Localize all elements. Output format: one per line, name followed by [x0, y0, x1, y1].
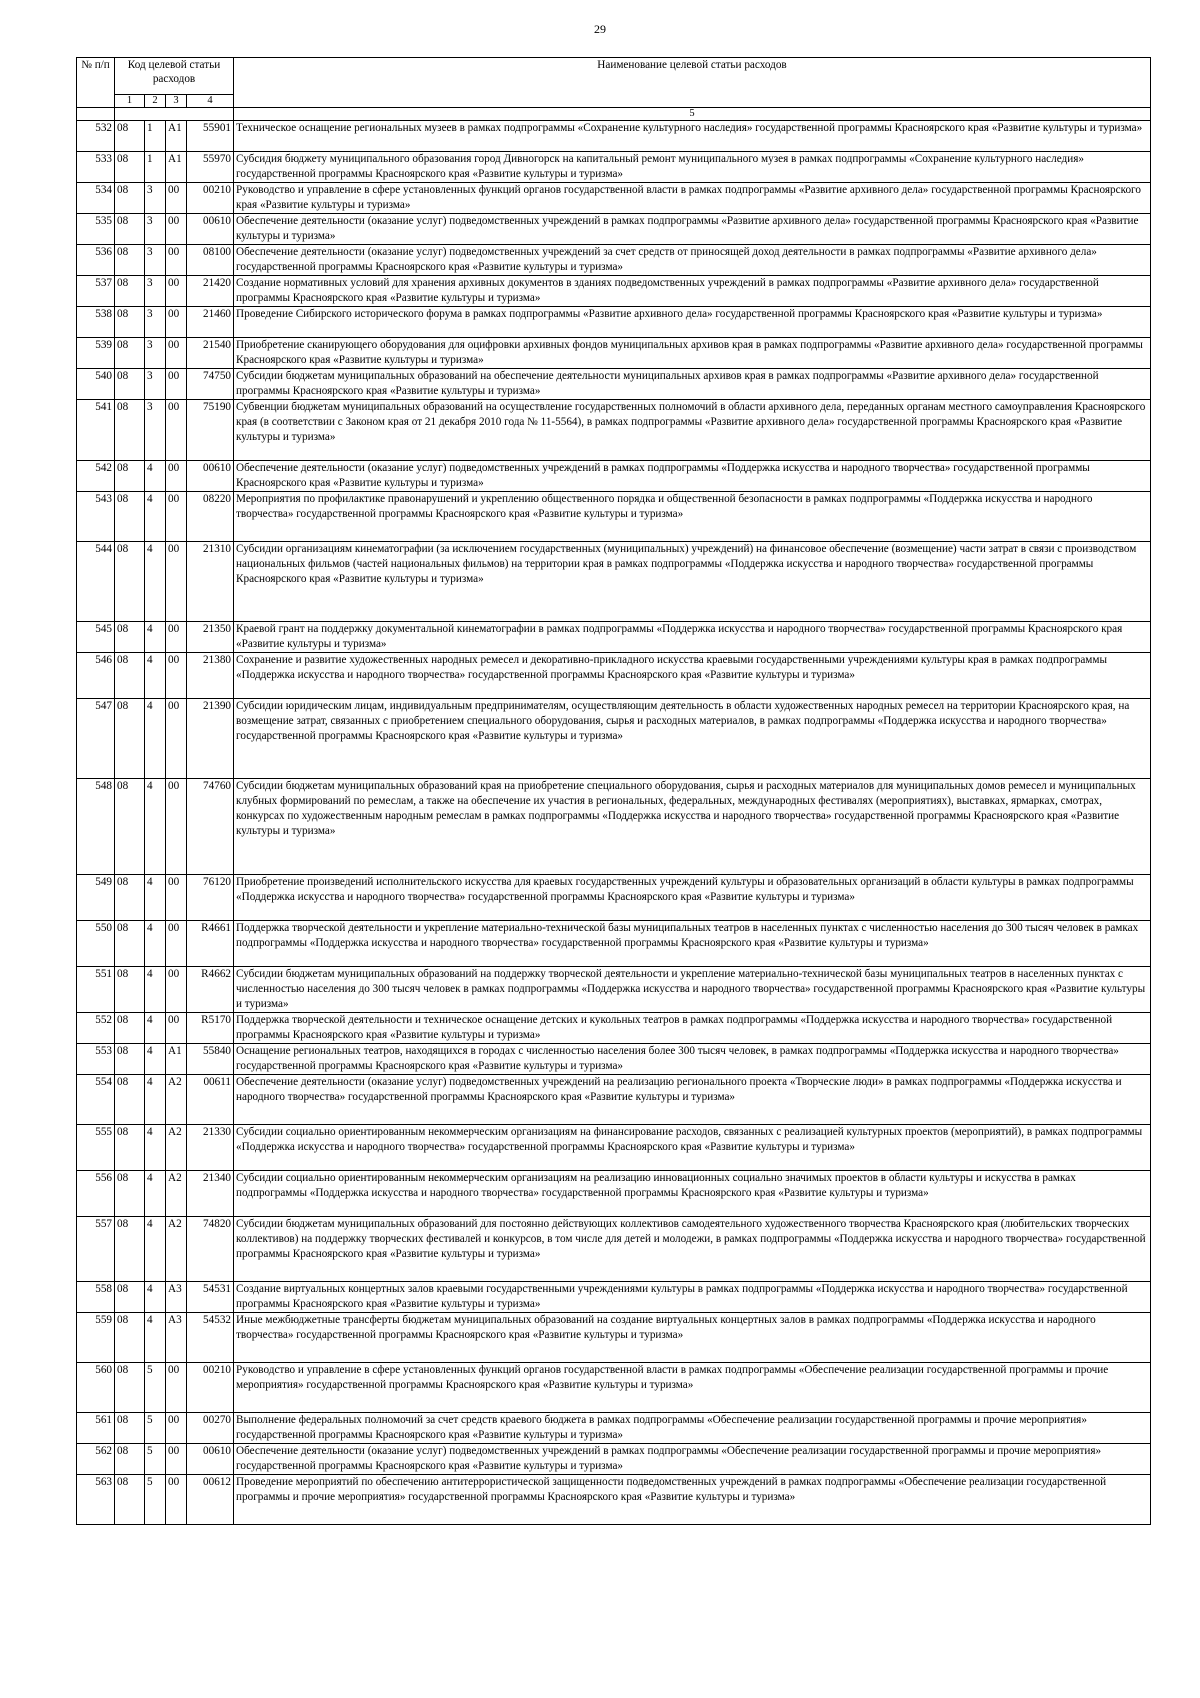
table-row — [77, 1125, 1151, 1171]
expense-name: Руководство и управление в сфере установленных функций органов государственной власти в рамках подпрограммы «Обеспечение реализации государственной программы и прочие мероприятия» государственной программы Красноярского края «Развитие культуры и туризма» — [234, 1363, 1151, 1413]
code-subprogram: 5 — [145, 1363, 166, 1413]
row-number: 539 — [77, 338, 115, 369]
expense-name: Поддержка творческой деятельности и укрепление материально-технической базы муниципальных театров в населенных пунктах с численностью населения до 300 тысяч человек в рамках подпрограммы «Поддержка искусства и народного творчества» государственной программы Красноярского края «Развитие культуры и туризма» — [234, 921, 1151, 967]
table-row — [77, 1413, 1151, 1444]
row-number: 557 — [77, 1217, 115, 1282]
code-section: 08 — [115, 307, 145, 338]
header-num: № п/п — [77, 58, 115, 108]
code-section: 08 — [115, 121, 145, 152]
table-row — [77, 1313, 1151, 1363]
code-direction: 00210 — [187, 183, 234, 214]
expense-name: Субсидии бюджетам муниципальных образований на обеспечение деятельности муниципальных архивов края в рамках подпрограммы «Развитие архивного дела» государственной программы Красноярского края «Развитие культуры и туризма» — [234, 369, 1151, 400]
code-subprogram: 3 — [145, 369, 166, 400]
expense-name: Техническое оснащение региональных музеев в рамках подпрограммы «Сохранение культурного наследия» государственной программы Красноярского края «Развитие культуры и туризма» — [234, 121, 1151, 152]
index-row — [77, 108, 1151, 121]
code-subprogram: 3 — [145, 214, 166, 245]
code-direction: 55840 — [187, 1044, 234, 1075]
table-row — [77, 653, 1151, 699]
code-subprogram: 3 — [145, 276, 166, 307]
expense-name: Создание нормативных условий для хранения архивных документов в зданиях подведомственных учреждений в рамках подпрограммы «Развитие архивного дела» государственной программы Красноярского края «Развитие культуры и туризма» — [234, 276, 1151, 307]
code-subprogram: 4 — [145, 1013, 166, 1044]
expense-name: Субсидии организациям кинематографии (за исключением государственных (муниципальных) учреждений) на финансовое обеспечение (возмещение) части затрат в связи с производством национальных фильмов (частей национальных фильмов) на территории края в рамках подпрограммы «Поддержка искусства и народного творчества» государственной программы Красноярского края «Развитие культуры и туризма» — [234, 542, 1151, 622]
row-number: 558 — [77, 1282, 115, 1313]
expense-name: Обеспечение деятельности (оказание услуг) подведомственных учреждений на реализацию регионального проекта «Творческие люди» в рамках подпрограммы «Поддержка искусства и народного творчества» государственной программы Красноярского края «Развитие культуры и туризма» — [234, 1075, 1151, 1125]
row-number: 547 — [77, 699, 115, 779]
code-section: 08 — [115, 152, 145, 183]
expense-name: Оснащение региональных театров, находящихся в городах с численностью населения более 300 тысяч человек, в рамках подпрограммы «Поддержка искусства и народного творчества» государственной программы Красноярского края «Развитие культуры и туризма» — [234, 1044, 1151, 1075]
table-row — [77, 699, 1151, 779]
code-direction: 54532 — [187, 1313, 234, 1363]
expense-name: Создание виртуальных концертных залов краевыми государственными учреждениями культуры в рамках подпрограммы «Поддержка искусства и народного творчества» государственной программы Красноярского края «Развитие культуры и туризма» — [234, 1282, 1151, 1313]
code-project: 00 — [166, 245, 187, 276]
table-row — [77, 1282, 1151, 1313]
code-project: 00 — [166, 307, 187, 338]
code-direction: 00612 — [187, 1475, 234, 1525]
code-project: 00 — [166, 276, 187, 307]
code-subprogram: 3 — [145, 338, 166, 369]
code-project: A1 — [166, 1044, 187, 1075]
row-number: 543 — [77, 492, 115, 542]
code-section: 08 — [115, 245, 145, 276]
expense-name: Проведение мероприятий по обеспечению антитеррористической защищенности подведомственных учреждений в рамках подпрограммы «Обеспечение реализации государственной программы и прочие мероприятия» государственной программы Красноярского края «Развитие культуры и туризма» — [234, 1475, 1151, 1525]
row-number: 550 — [77, 921, 115, 967]
expense-name: Субвенции бюджетам муниципальных образований на осуществление государственных полномочий в области архивного дела, переданных органам местного самоуправления Красноярского края (в соответствии с Законом края от 21 декабря 2010 года № 11-5564), в рамках подпрограммы «Развитие архивного дела» государственной программы Красноярского края «Развитие культуры и туризма» — [234, 400, 1151, 461]
row-number: 548 — [77, 779, 115, 875]
code-project: A2 — [166, 1217, 187, 1282]
code-subprogram: 3 — [145, 183, 166, 214]
code-subprogram: 4 — [145, 1313, 166, 1363]
code-subprogram: 4 — [145, 1075, 166, 1125]
expense-name: Обеспечение деятельности (оказание услуг) подведомственных учреждений в рамках подпрограммы «Развитие архивного дела» государственной программы Красноярского края «Развитие культуры и туризма» — [234, 214, 1151, 245]
table-header — [77, 58, 1151, 121]
code-section: 08 — [115, 1125, 145, 1171]
row-number: 553 — [77, 1044, 115, 1075]
code-direction: 21340 — [187, 1171, 234, 1217]
code-direction: 54531 — [187, 1282, 234, 1313]
code-section: 08 — [115, 542, 145, 622]
header-index-3: 3 — [166, 95, 187, 108]
page-number: 29 — [594, 22, 606, 36]
code-section: 08 — [115, 1444, 145, 1475]
code-direction: 00610 — [187, 461, 234, 492]
row-number: 555 — [77, 1125, 115, 1171]
code-direction: 00610 — [187, 1444, 234, 1475]
code-direction: 76120 — [187, 875, 234, 921]
row-number: 559 — [77, 1313, 115, 1363]
table-row — [77, 1217, 1151, 1282]
expense-name: Субсидия бюджету муниципального образования город Дивногорск на капитальный ремонт муниципального музея в рамках подпрограммы «Сохранение культурного наследия» государственной программы Красноярского края «Развитие культуры и туризма» — [234, 152, 1151, 183]
code-section: 08 — [115, 921, 145, 967]
code-direction: 00210 — [187, 1363, 234, 1413]
code-direction: 21330 — [187, 1125, 234, 1171]
table-row — [77, 214, 1151, 245]
code-direction: R4662 — [187, 967, 234, 1013]
table-row — [77, 779, 1151, 875]
code-subprogram: 3 — [145, 400, 166, 461]
code-section: 08 — [115, 1282, 145, 1313]
code-section: 08 — [115, 1044, 145, 1075]
code-project: A3 — [166, 1282, 187, 1313]
code-subprogram: 1 — [145, 121, 166, 152]
code-subprogram: 3 — [145, 245, 166, 276]
code-section: 08 — [115, 400, 145, 461]
code-direction: 75190 — [187, 400, 234, 461]
code-section: 08 — [115, 653, 145, 699]
table-row — [77, 276, 1151, 307]
table-body — [77, 121, 1151, 1525]
row-number: 533 — [77, 152, 115, 183]
table-row — [77, 1171, 1151, 1217]
code-subprogram: 4 — [145, 779, 166, 875]
code-section: 08 — [115, 338, 145, 369]
row-number: 544 — [77, 542, 115, 622]
code-direction: 55970 — [187, 152, 234, 183]
code-section: 08 — [115, 1013, 145, 1044]
row-number: 554 — [77, 1075, 115, 1125]
expense-name: Иные межбюджетные трансферты бюджетам муниципальных образований на создание виртуальных концертных залов в рамках подпрограммы «Поддержка искусства и народного творчества» государственной программы Красноярского края «Развитие культуры и туризма» — [234, 1313, 1151, 1363]
table-row — [77, 1013, 1151, 1044]
row-number: 536 — [77, 245, 115, 276]
code-project: 00 — [166, 1363, 187, 1413]
expense-name: Субсидии бюджетам муниципальных образований края на приобретение специального оборудования, сырья и расходных материалов для муниципальных домов ремесел и муниципальных клубных формирований по ремеслам, а также на обеспечение их участия в региональных, федеральных, международных фестивалях (мероприятиях), выставках, ярмарках, смотрах, конкурсах по художественным народным ремеслам в рамках подпрограммы «Поддержка искусства и народного творчества» государственной программы Красноярского края «Развитие культуры и туризма» — [234, 779, 1151, 875]
code-section: 08 — [115, 1217, 145, 1282]
code-subprogram: 4 — [145, 461, 166, 492]
row-number: 551 — [77, 967, 115, 1013]
code-project: A2 — [166, 1125, 187, 1171]
code-direction: 08220 — [187, 492, 234, 542]
code-project: A1 — [166, 152, 187, 183]
code-project: A2 — [166, 1171, 187, 1217]
code-subprogram: 3 — [145, 307, 166, 338]
code-section: 08 — [115, 276, 145, 307]
expense-name: Мероприятия по профилактике правонарушений и укреплению общественного порядка и общественной безопасности в рамках подпрограммы «Поддержка искусства и народного творчества» государственной программы Красноярского края «Развитие культуры и туризма» — [234, 492, 1151, 542]
row-number: 549 — [77, 875, 115, 921]
code-subprogram: 5 — [145, 1444, 166, 1475]
code-project: 00 — [166, 1475, 187, 1525]
code-project: 00 — [166, 214, 187, 245]
row-number: 538 — [77, 307, 115, 338]
code-subprogram: 1 — [145, 152, 166, 183]
expense-name: Субсидии бюджетам муниципальных образований на поддержку творческой деятельности и укрепление материально-технической базы муниципальных театров в населенных пунктах с численностью населения до 300 тысяч человек в рамках подпрограммы «Поддержка искусства и народного творчества» государственной программы Красноярского края «Развитие культуры и туризма» — [234, 967, 1151, 1013]
header-code: Код целевой статьи расходов — [115, 58, 234, 95]
code-direction: 00270 — [187, 1413, 234, 1444]
table-row — [77, 338, 1151, 369]
code-subprogram: 4 — [145, 699, 166, 779]
code-project: 00 — [166, 338, 187, 369]
table-row — [77, 1444, 1151, 1475]
code-direction: 21420 — [187, 276, 234, 307]
expense-name: Обеспечение деятельности (оказание услуг) подведомственных учреждений в рамках подпрограммы «Обеспечение реализации государственной программы и прочие мероприятия» государственной программы Красноярского края «Развитие культуры и туризма» — [234, 1444, 1151, 1475]
table-row — [77, 121, 1151, 152]
code-direction: 21350 — [187, 622, 234, 653]
code-section: 08 — [115, 1475, 145, 1525]
code-subprogram: 4 — [145, 1217, 166, 1282]
code-project: 00 — [166, 1413, 187, 1444]
table-row — [77, 1044, 1151, 1075]
row-number: 534 — [77, 183, 115, 214]
code-direction: 74750 — [187, 369, 234, 400]
code-section: 08 — [115, 1313, 145, 1363]
row-number: 541 — [77, 400, 115, 461]
table-row — [77, 492, 1151, 542]
table-row — [77, 921, 1151, 967]
table-row — [77, 1075, 1151, 1125]
code-subprogram: 4 — [145, 1044, 166, 1075]
code-subprogram: 4 — [145, 622, 166, 653]
code-direction: 00610 — [187, 214, 234, 245]
code-project: 00 — [166, 967, 187, 1013]
header-index-5: 5 — [234, 108, 1151, 121]
code-section: 08 — [115, 214, 145, 245]
code-project: A3 — [166, 1313, 187, 1363]
row-number: 561 — [77, 1413, 115, 1444]
code-project: 00 — [166, 699, 187, 779]
code-section: 08 — [115, 1171, 145, 1217]
row-number: 532 — [77, 121, 115, 152]
expense-name: Проведение Сибирского исторического форума в рамках подпрограммы «Развитие архивного дела» государственной программы Красноярского края «Развитие культуры и туризма» — [234, 307, 1151, 338]
row-number: 540 — [77, 369, 115, 400]
code-direction: 21390 — [187, 699, 234, 779]
table-row — [77, 369, 1151, 400]
code-section: 08 — [115, 183, 145, 214]
row-number: 556 — [77, 1171, 115, 1217]
expense-name: Руководство и управление в сфере установленных функций органов государственной власти в рамках подпрограммы «Развитие архивного дела» государственной программы Красноярского края «Развитие культуры и туризма» — [234, 183, 1151, 214]
code-section: 08 — [115, 875, 145, 921]
row-number: 545 — [77, 622, 115, 653]
expense-name: Субсидии бюджетам муниципальных образований для постоянно действующих коллективов самодеятельного художественного творчества Красноярского края (любительских творческих коллективов) на поддержку творческих фестивалей и конкурсов, в том числе для детей и молодежи, в рамках подпрограммы «Поддержка искусства и народного творчества» государственной программы Красноярского края «Развитие культуры и туризма» — [234, 1217, 1151, 1282]
code-subprogram: 4 — [145, 967, 166, 1013]
expense-name: Субсидии социально ориентированным некоммерческим организациям на реализацию инновационных социально значимых проектов в области культуры и искусства в рамках подпрограммы «Поддержка искусства и народного творчества» государственной программы Красноярского края «Развитие культуры и туризма» — [234, 1171, 1151, 1217]
code-project: 00 — [166, 369, 187, 400]
code-project: 00 — [166, 1444, 187, 1475]
code-project: 00 — [166, 542, 187, 622]
expense-name: Сохранение и развитие художественных народных ремесел и декоративно-прикладного искусства краевыми государственными учреждениями культуры края в рамках подпрограммы «Поддержка искусства и народного творчества» государственной программы Красноярского края «Развитие культуры и туризма» — [234, 653, 1151, 699]
code-direction: 74820 — [187, 1217, 234, 1282]
code-subprogram: 5 — [145, 1413, 166, 1444]
code-project: 00 — [166, 875, 187, 921]
expense-name: Приобретение сканирующего оборудования для оцифровки архивных фондов муниципальных архивов края в рамках подпрограммы «Развитие архивного дела» государственной программы Красноярского края «Развитие культуры и туризма» — [234, 338, 1151, 369]
row-number: 535 — [77, 214, 115, 245]
index-cell-blank-code — [115, 108, 234, 121]
code-subprogram: 4 — [145, 542, 166, 622]
code-direction: 00611 — [187, 1075, 234, 1125]
table-row — [77, 542, 1151, 622]
code-section: 08 — [115, 492, 145, 542]
expense-name: Поддержка творческой деятельности и техническое оснащение детских и кукольных театров в рамках подпрограммы «Поддержка искусства и народного творчества» государственной программы Красноярского края «Развитие культуры и туризма» — [234, 1013, 1151, 1044]
code-project: 00 — [166, 492, 187, 542]
code-subprogram: 5 — [145, 1475, 166, 1525]
code-section: 08 — [115, 622, 145, 653]
code-subprogram: 4 — [145, 492, 166, 542]
row-number: 560 — [77, 1363, 115, 1413]
header-name: Наименование целевой статьи расходов — [234, 58, 1151, 108]
code-direction: R4661 — [187, 921, 234, 967]
code-project: 00 — [166, 921, 187, 967]
code-project: A2 — [166, 1075, 187, 1125]
code-direction: 08100 — [187, 245, 234, 276]
expense-name: Краевой грант на поддержку документальной кинематографии в рамках подпрограммы «Поддержка искусства и народного творчества» государственной программы Красноярского края «Развитие культуры и туризма» — [234, 622, 1151, 653]
code-project: 00 — [166, 461, 187, 492]
code-section: 08 — [115, 1363, 145, 1413]
table-row — [77, 1363, 1151, 1413]
row-number: 552 — [77, 1013, 115, 1044]
code-direction: R5170 — [187, 1013, 234, 1044]
code-section: 08 — [115, 1075, 145, 1125]
row-number: 546 — [77, 653, 115, 699]
expense-name: Субсидии юридическим лицам, индивидуальным предпринимателям, осуществляющим деятельность в области художественных народных ремесел на территории Красноярского края, на возмещение затрат, связанных с приобретением специального оборудования, сырья и расходных материалов, в рамках подпрограммы «Поддержка искусства и народного творчества» государственной программы Красноярского края «Развитие культуры и туризма» — [234, 699, 1151, 779]
row-number: 562 — [77, 1444, 115, 1475]
code-direction: 74760 — [187, 779, 234, 875]
code-section: 08 — [115, 369, 145, 400]
code-subprogram: 4 — [145, 875, 166, 921]
table-row — [77, 307, 1151, 338]
code-project: 00 — [166, 653, 187, 699]
header-index-2: 2 — [145, 95, 166, 108]
header-index-4: 4 — [187, 95, 234, 108]
code-project: 00 — [166, 779, 187, 875]
code-project: A1 — [166, 121, 187, 152]
code-project: 00 — [166, 400, 187, 461]
code-subprogram: 4 — [145, 653, 166, 699]
table-row — [77, 152, 1151, 183]
table-row — [77, 183, 1151, 214]
table-row — [77, 245, 1151, 276]
code-project: 00 — [166, 622, 187, 653]
code-project: 00 — [166, 183, 187, 214]
table-row — [77, 461, 1151, 492]
code-subprogram: 4 — [145, 1171, 166, 1217]
code-direction: 21540 — [187, 338, 234, 369]
table-row — [77, 1475, 1151, 1525]
table-row — [77, 967, 1151, 1013]
table-row — [77, 875, 1151, 921]
code-project: 00 — [166, 1013, 187, 1044]
row-number: 537 — [77, 276, 115, 307]
expense-name: Приобретение произведений исполнительского искусства для краевых государственных учреждений культуры и образовательных организаций в области культуры в рамках подпрограммы «Поддержка искусства и народного творчества» государственной программы Красноярского края «Развитие культуры и туризма» — [234, 875, 1151, 921]
index-cell-blank — [77, 108, 115, 121]
code-subprogram: 4 — [145, 1125, 166, 1171]
expense-name: Выполнение федеральных полномочий за счет средств краевого бюджета в рамках подпрограммы «Обеспечение реализации государственной программы и прочие мероприятия» государственной программы Красноярского края «Развитие культуры и туризма» — [234, 1413, 1151, 1444]
code-subprogram: 4 — [145, 1282, 166, 1313]
code-section: 08 — [115, 461, 145, 492]
code-direction: 21460 — [187, 307, 234, 338]
code-subprogram: 4 — [145, 921, 166, 967]
expense-name: Субсидии социально ориентированным некоммерческим организациям на финансирование расходов, связанных с реализацией культурных проектов (мероприятий), в рамках подпрограммы «Поддержка искусства и народного творчества» государственной программы Красноярского края «Развитие культуры и туризма» — [234, 1125, 1151, 1171]
code-section: 08 — [115, 779, 145, 875]
code-direction: 55901 — [187, 121, 234, 152]
row-number: 542 — [77, 461, 115, 492]
code-direction: 21310 — [187, 542, 234, 622]
table-row — [77, 400, 1151, 461]
header-index-1: 1 — [115, 95, 145, 108]
code-section: 08 — [115, 967, 145, 1013]
budget-table — [76, 57, 1151, 1525]
expense-name: Обеспечение деятельности (оказание услуг) подведомственных учреждений за счет средств от приносящей доход деятельности в рамках подпрограммы «Развитие архивного дела» государственной программы Красноярского края «Развитие культуры и туризма» — [234, 245, 1151, 276]
expense-name: Обеспечение деятельности (оказание услуг) подведомственных учреждений в рамках подпрограммы «Поддержка искусства и народного творчества» государственной программы Красноярского края «Развитие культуры и туризма» — [234, 461, 1151, 492]
code-direction: 21380 — [187, 653, 234, 699]
table-row — [77, 622, 1151, 653]
code-section: 08 — [115, 699, 145, 779]
code-section: 08 — [115, 1413, 145, 1444]
row-number: 563 — [77, 1475, 115, 1525]
